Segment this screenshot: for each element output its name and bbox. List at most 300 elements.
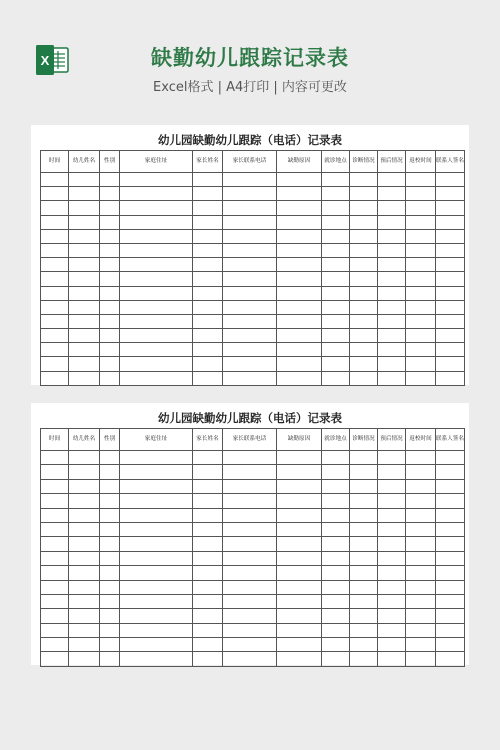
table-cell xyxy=(436,286,465,300)
table-cell xyxy=(322,623,350,637)
table-cell xyxy=(406,609,436,623)
table-cell xyxy=(223,286,277,300)
table-row xyxy=(41,314,465,328)
table-row xyxy=(41,286,465,300)
table-cell xyxy=(378,623,406,637)
table-cell xyxy=(100,258,120,272)
table-row xyxy=(41,272,465,286)
table-cell xyxy=(378,652,406,666)
table-cell xyxy=(322,479,350,493)
table-cell xyxy=(378,173,406,187)
table-cell xyxy=(378,551,406,565)
table-cell xyxy=(69,300,100,314)
table-cell xyxy=(41,329,69,343)
table-cell xyxy=(41,272,69,286)
table-cell xyxy=(100,272,120,286)
table-cell xyxy=(120,243,193,257)
table-cell xyxy=(406,652,436,666)
table-cell xyxy=(223,357,277,371)
table-cell xyxy=(120,522,193,536)
table-cell xyxy=(436,343,465,357)
table-row xyxy=(41,243,465,257)
table-body xyxy=(41,173,465,386)
table-cell xyxy=(350,300,378,314)
table-cell xyxy=(100,508,120,522)
table-cell xyxy=(193,258,223,272)
table-cell xyxy=(277,201,322,215)
table-row xyxy=(41,566,465,580)
table-cell xyxy=(69,609,100,623)
table-cell xyxy=(100,566,120,580)
table-cell xyxy=(100,371,120,385)
table-cell xyxy=(436,187,465,201)
table-cell xyxy=(223,652,277,666)
table-cell xyxy=(436,314,465,328)
table-cell xyxy=(378,638,406,652)
table-cell xyxy=(120,566,193,580)
table-cell xyxy=(193,594,223,608)
table-cell xyxy=(41,215,69,229)
table-cell xyxy=(100,522,120,536)
table-cell xyxy=(193,494,223,508)
table-cell xyxy=(406,300,436,314)
table-cell xyxy=(406,314,436,328)
table-cell xyxy=(100,173,120,187)
table-cell xyxy=(193,522,223,536)
table-cell xyxy=(277,173,322,187)
table-cell xyxy=(69,343,100,357)
table-cell xyxy=(100,465,120,479)
table-cell xyxy=(436,272,465,286)
table-cell xyxy=(277,272,322,286)
table-cell xyxy=(69,638,100,652)
table-cell xyxy=(277,652,322,666)
table-cell xyxy=(193,229,223,243)
table-cell xyxy=(120,508,193,522)
table-cell xyxy=(193,508,223,522)
table-cell xyxy=(350,357,378,371)
table-cell xyxy=(193,451,223,465)
table-cell xyxy=(322,508,350,522)
table-header-row xyxy=(41,151,465,173)
table-cell xyxy=(406,215,436,229)
table-cell xyxy=(436,609,465,623)
table-cell xyxy=(223,187,277,201)
table-cell xyxy=(378,286,406,300)
table-cell xyxy=(100,652,120,666)
table-cell xyxy=(436,201,465,215)
table-cell xyxy=(350,272,378,286)
table-cell xyxy=(436,357,465,371)
table-cell xyxy=(120,580,193,594)
table-cell xyxy=(120,465,193,479)
table-cell xyxy=(193,566,223,580)
table-cell xyxy=(41,243,69,257)
excel-icon-letter: X xyxy=(40,53,50,68)
table-cell xyxy=(406,371,436,385)
column-header: 诊断情况 xyxy=(350,429,378,451)
column-header: 性别 xyxy=(100,429,120,451)
table-cell xyxy=(69,652,100,666)
table-cell xyxy=(350,314,378,328)
table-cell xyxy=(350,451,378,465)
table-cell xyxy=(193,314,223,328)
table-cell xyxy=(277,465,322,479)
table-cell xyxy=(406,551,436,565)
table-cell xyxy=(223,566,277,580)
table-cell xyxy=(436,173,465,187)
table-row xyxy=(41,187,465,201)
table-cell xyxy=(436,215,465,229)
table-cell xyxy=(277,187,322,201)
table-row xyxy=(41,522,465,536)
table-cell xyxy=(120,357,193,371)
table-cell xyxy=(223,609,277,623)
table-cell xyxy=(223,537,277,551)
table-cell xyxy=(350,258,378,272)
table-cell xyxy=(41,343,69,357)
table-row xyxy=(41,494,465,508)
table-cell xyxy=(100,451,120,465)
table-cell xyxy=(277,371,322,385)
table-row xyxy=(41,215,465,229)
sheet-title: 幼儿园缺勤幼儿跟踪（电话）记录表 xyxy=(158,411,342,425)
table-cell xyxy=(69,451,100,465)
table-cell xyxy=(406,465,436,479)
table-cell xyxy=(100,229,120,243)
table-cell xyxy=(69,371,100,385)
attendance-table xyxy=(40,428,465,667)
table-cell xyxy=(41,551,69,565)
table-cell xyxy=(120,623,193,637)
table-cell xyxy=(378,371,406,385)
table-cell xyxy=(322,580,350,594)
table-cell xyxy=(406,638,436,652)
column-header: 就诊地点 xyxy=(322,429,350,451)
table-cell xyxy=(120,286,193,300)
table-cell xyxy=(100,537,120,551)
table-cell xyxy=(350,343,378,357)
table-cell xyxy=(223,329,277,343)
table-cell xyxy=(378,580,406,594)
column-header: 时间 xyxy=(41,151,69,173)
table-header-row xyxy=(41,429,465,451)
column-header: 时间 xyxy=(41,429,69,451)
table-row xyxy=(41,623,465,637)
table-cell xyxy=(41,465,69,479)
table-cell xyxy=(120,300,193,314)
table-cell xyxy=(350,329,378,343)
table-cell xyxy=(223,465,277,479)
table-cell xyxy=(436,566,465,580)
table-cell xyxy=(120,272,193,286)
column-header: 就诊地点 xyxy=(322,151,350,173)
table-cell xyxy=(69,357,100,371)
table-cell xyxy=(41,566,69,580)
table-cell xyxy=(378,508,406,522)
table-cell xyxy=(120,451,193,465)
table-cell xyxy=(120,229,193,243)
table-cell xyxy=(69,537,100,551)
table-cell xyxy=(406,258,436,272)
table-cell xyxy=(223,314,277,328)
table-cell xyxy=(41,371,69,385)
table-cell xyxy=(436,580,465,594)
table-cell xyxy=(322,566,350,580)
table-cell xyxy=(350,594,378,608)
column-header: 家庭住址 xyxy=(120,429,193,451)
table-cell xyxy=(69,508,100,522)
table-cell xyxy=(378,479,406,493)
table-cell xyxy=(436,537,465,551)
table-cell xyxy=(69,522,100,536)
table-cell xyxy=(100,479,120,493)
table-row xyxy=(41,451,465,465)
table-cell xyxy=(436,594,465,608)
table-cell xyxy=(193,652,223,666)
table-cell xyxy=(378,215,406,229)
table-row xyxy=(41,551,465,565)
table-cell xyxy=(193,215,223,229)
table-cell xyxy=(378,300,406,314)
table-cell xyxy=(69,286,100,300)
table-cell xyxy=(277,494,322,508)
table-cell xyxy=(378,258,406,272)
table-cell xyxy=(350,215,378,229)
table-cell xyxy=(277,215,322,229)
table-cell xyxy=(378,187,406,201)
table-cell xyxy=(436,494,465,508)
table-cell xyxy=(277,229,322,243)
table-cell xyxy=(277,300,322,314)
table-cell xyxy=(69,272,100,286)
table-cell xyxy=(406,272,436,286)
table-cell xyxy=(378,465,406,479)
table-cell xyxy=(436,229,465,243)
table-cell xyxy=(100,243,120,257)
table-cell xyxy=(378,229,406,243)
table-cell xyxy=(350,187,378,201)
table-cell xyxy=(41,494,69,508)
table-cell xyxy=(436,652,465,666)
table-cell xyxy=(378,566,406,580)
table-cell xyxy=(120,314,193,328)
table-cell xyxy=(69,623,100,637)
table-cell xyxy=(277,343,322,357)
table-cell xyxy=(322,229,350,243)
table-cell xyxy=(223,343,277,357)
column-header: 返校时间 xyxy=(406,429,436,451)
table-cell xyxy=(322,243,350,257)
table-cell xyxy=(378,329,406,343)
table-cell xyxy=(100,357,120,371)
table-cell xyxy=(193,609,223,623)
table-cell xyxy=(100,329,120,343)
table-cell xyxy=(406,343,436,357)
table-cell xyxy=(378,314,406,328)
table-cell xyxy=(120,329,193,343)
column-header: 诊断情况 xyxy=(350,151,378,173)
table-cell xyxy=(223,494,277,508)
column-header: 幼儿姓名 xyxy=(69,151,100,173)
table-cell xyxy=(100,594,120,608)
table-cell xyxy=(41,286,69,300)
table-cell xyxy=(41,201,69,215)
table-cell xyxy=(406,580,436,594)
table-cell xyxy=(120,594,193,608)
table-cell xyxy=(193,286,223,300)
table-cell xyxy=(322,173,350,187)
table-cell xyxy=(322,522,350,536)
column-header: 性别 xyxy=(100,151,120,173)
table-cell xyxy=(120,479,193,493)
table-cell xyxy=(100,300,120,314)
table-cell xyxy=(69,173,100,187)
table-cell xyxy=(406,494,436,508)
table-cell xyxy=(277,314,322,328)
table-cell xyxy=(436,551,465,565)
table-cell xyxy=(100,580,120,594)
table-cell xyxy=(322,551,350,565)
table-cell xyxy=(406,357,436,371)
table-cell xyxy=(322,652,350,666)
table-cell xyxy=(193,623,223,637)
table-cell xyxy=(406,522,436,536)
table-cell xyxy=(277,522,322,536)
table-row xyxy=(41,652,465,666)
table-cell xyxy=(350,229,378,243)
table-cell xyxy=(406,187,436,201)
table-row xyxy=(41,508,465,522)
table-cell xyxy=(41,580,69,594)
table-cell xyxy=(436,623,465,637)
column-header: 家长姓名 xyxy=(193,151,223,173)
table-cell xyxy=(406,229,436,243)
table-cell xyxy=(69,494,100,508)
table-cell xyxy=(277,638,322,652)
table-cell xyxy=(223,173,277,187)
table-cell xyxy=(100,314,120,328)
table-cell xyxy=(350,566,378,580)
table-cell xyxy=(120,652,193,666)
table-cell xyxy=(378,609,406,623)
table-cell xyxy=(193,300,223,314)
table-cell xyxy=(120,187,193,201)
table-cell xyxy=(277,537,322,551)
table-row xyxy=(41,343,465,357)
table-cell xyxy=(223,638,277,652)
table-cell xyxy=(193,329,223,343)
table-cell xyxy=(322,594,350,608)
table-cell xyxy=(378,522,406,536)
table-cell xyxy=(436,371,465,385)
table-cell xyxy=(436,300,465,314)
table-cell xyxy=(350,173,378,187)
table-cell xyxy=(69,187,100,201)
sheet-title: 幼儿园缺勤幼儿跟踪（电话）记录表 xyxy=(158,133,342,147)
table-row xyxy=(41,479,465,493)
table-cell xyxy=(120,609,193,623)
column-header: 家长联系电话 xyxy=(223,429,277,451)
table-cell xyxy=(193,243,223,257)
table-cell xyxy=(41,357,69,371)
table-cell xyxy=(193,201,223,215)
table-cell xyxy=(193,173,223,187)
table-cell xyxy=(100,609,120,623)
table-cell xyxy=(277,243,322,257)
table-cell xyxy=(406,508,436,522)
table-cell xyxy=(100,343,120,357)
column-header: 家庭住址 xyxy=(120,151,193,173)
table-cell xyxy=(322,286,350,300)
table-cell xyxy=(378,494,406,508)
table-cell xyxy=(436,638,465,652)
table-cell xyxy=(350,580,378,594)
table-row xyxy=(41,609,465,623)
table-cell xyxy=(322,451,350,465)
table-cell xyxy=(277,566,322,580)
table-cell xyxy=(41,594,69,608)
table-cell xyxy=(277,479,322,493)
table-cell xyxy=(406,243,436,257)
table-cell xyxy=(378,451,406,465)
table-cell xyxy=(41,173,69,187)
table-cell xyxy=(277,580,322,594)
table-row xyxy=(41,594,465,608)
attendance-table xyxy=(40,150,465,386)
table-cell xyxy=(223,371,277,385)
table-cell xyxy=(69,314,100,328)
table-cell xyxy=(100,286,120,300)
table-cell xyxy=(350,508,378,522)
table-row xyxy=(41,229,465,243)
table-cell xyxy=(41,314,69,328)
table-cell xyxy=(322,314,350,328)
table-row xyxy=(41,638,465,652)
table-cell xyxy=(436,258,465,272)
table-cell xyxy=(100,551,120,565)
table-cell xyxy=(120,201,193,215)
table-cell xyxy=(322,371,350,385)
table-cell xyxy=(193,580,223,594)
table-cell xyxy=(322,609,350,623)
table-cell xyxy=(69,201,100,215)
table-cell xyxy=(223,451,277,465)
table-cell xyxy=(69,215,100,229)
table-cell xyxy=(41,229,69,243)
column-header: 家长联系电话 xyxy=(223,151,277,173)
table-cell xyxy=(378,594,406,608)
table-cell xyxy=(322,494,350,508)
table-cell xyxy=(322,537,350,551)
table-cell xyxy=(406,173,436,187)
table-cell xyxy=(223,258,277,272)
table-cell xyxy=(41,522,69,536)
table-cell xyxy=(406,623,436,637)
table-cell xyxy=(69,566,100,580)
table-cell xyxy=(322,215,350,229)
table-row xyxy=(41,537,465,551)
table-cell xyxy=(436,522,465,536)
table-cell xyxy=(350,371,378,385)
column-header: 联系人签名 xyxy=(436,429,465,451)
table-cell xyxy=(69,594,100,608)
table-row xyxy=(41,201,465,215)
table-cell xyxy=(436,479,465,493)
table-cell xyxy=(350,551,378,565)
table-cell xyxy=(223,623,277,637)
table-cell xyxy=(406,451,436,465)
